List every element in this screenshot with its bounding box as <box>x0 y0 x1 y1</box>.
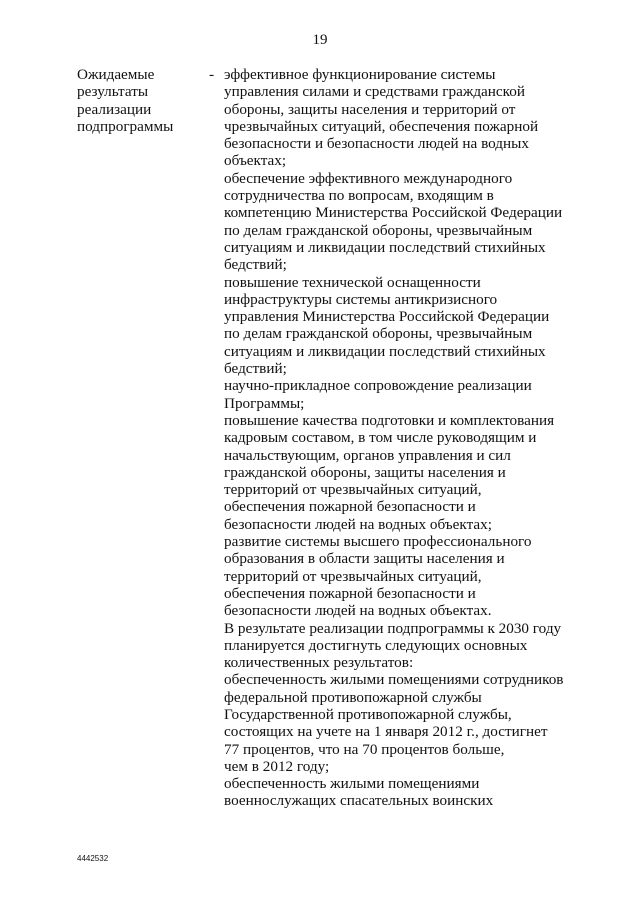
body-text-line: обороны, защиты населения и территорий от <box>224 100 516 118</box>
body-text-line: чрезвычайных ситуаций, обеспечения пожарной <box>224 117 539 135</box>
body-text-line: повышение качества подготовки и комплектования <box>224 411 555 429</box>
page-number: 19 <box>312 32 328 48</box>
list-dash: - <box>209 66 215 83</box>
body-text-line: 77 процентов, что на 70 процентов больше, <box>224 740 505 758</box>
body-text-line: территорий от чрезвычайных ситуаций, <box>224 567 482 585</box>
body-text-line: повышение технической оснащенности <box>224 273 481 291</box>
body-text-line: Программы; <box>224 394 305 412</box>
section-label-line: реализации <box>77 100 152 118</box>
body-text-line: Государственной противопожарной службы, <box>224 705 512 723</box>
section-label-line: Ожидаемые <box>77 66 155 83</box>
body-text-line: по делам гражданской обороны, чрезвычайным <box>224 325 533 343</box>
body-text-line: управления Министерства Российской Федерации <box>224 308 550 326</box>
body-text-line: инфраструктуры системы антикризисного <box>224 290 498 308</box>
body-text-line: состоящих на учете на 1 января 2012 г., достигнет <box>224 723 548 741</box>
body-text-line: по делам гражданской обороны, чрезвычайным <box>224 221 533 239</box>
body-text-line: чем в 2012 году; <box>224 757 330 775</box>
body-text-line: безопасности и безопасности людей на водных <box>224 135 529 153</box>
body-text-line: обеспеченность жилыми помещениями сотрудников <box>224 671 564 689</box>
body-text-line: начальствующим, органов управления и сил <box>224 446 511 464</box>
body-text-line: количественных результатов: <box>224 654 414 672</box>
body-text-line: гражданской обороны, защиты населения и <box>224 463 506 481</box>
body-text-line: ситуациям и ликвидации последствий стихийных <box>224 238 546 256</box>
section-label <box>77 66 197 135</box>
body-text-line: развитие системы высшего профессионального <box>224 533 532 551</box>
body-text-line: обеспечение эффективного международного <box>224 169 513 187</box>
body-text-line: управления силами и средствами гражданской <box>224 83 525 101</box>
body-text-line: сотрудничества по вопросам, входящим в <box>224 187 494 205</box>
body-text-line: компетенцию Министерства Российской Федерации <box>224 204 563 222</box>
body-text-line: обеспечения пожарной безопасности и <box>224 498 476 516</box>
section-label-line: результаты <box>77 83 149 101</box>
body-text-line: бедствий; <box>224 256 287 274</box>
body-text-line: военнослужащих спасательных воинских <box>224 792 494 810</box>
body-text-line: научно-прикладное сопровождение реализации <box>224 377 532 395</box>
section-label-line: подпрограммы <box>77 117 174 135</box>
body-text-line: В результате реализации подпрограммы к 2030 году <box>224 619 562 637</box>
section-body-text <box>224 66 584 810</box>
body-text-line: ситуациям и ликвидации последствий стихийных <box>224 342 546 360</box>
body-text-line: обеспеченность жилыми помещениями <box>224 775 480 793</box>
body-text-line: безопасности людей на водных объектах. <box>224 602 492 620</box>
body-text-line: бедствий; <box>224 360 287 378</box>
document-code: 4442532 <box>77 854 109 863</box>
body-text-line: безопасности людей на водных объектах; <box>224 515 492 533</box>
body-text-line: обеспечения пожарной безопасности и <box>224 584 476 602</box>
body-text-line: образования в области защиты населения и <box>224 550 505 568</box>
body-text-line: эффективное функционирование системы <box>224 66 496 83</box>
body-text-line: федеральной противопожарной службы <box>224 688 482 706</box>
body-text-line: кадровым составом, в том числе руководящим и <box>224 429 537 447</box>
body-text-line: территорий от чрезвычайных ситуаций, <box>224 481 482 499</box>
body-text-line: планируется достигнуть следующих основных <box>224 636 528 654</box>
body-text-line: объектах; <box>224 152 287 170</box>
